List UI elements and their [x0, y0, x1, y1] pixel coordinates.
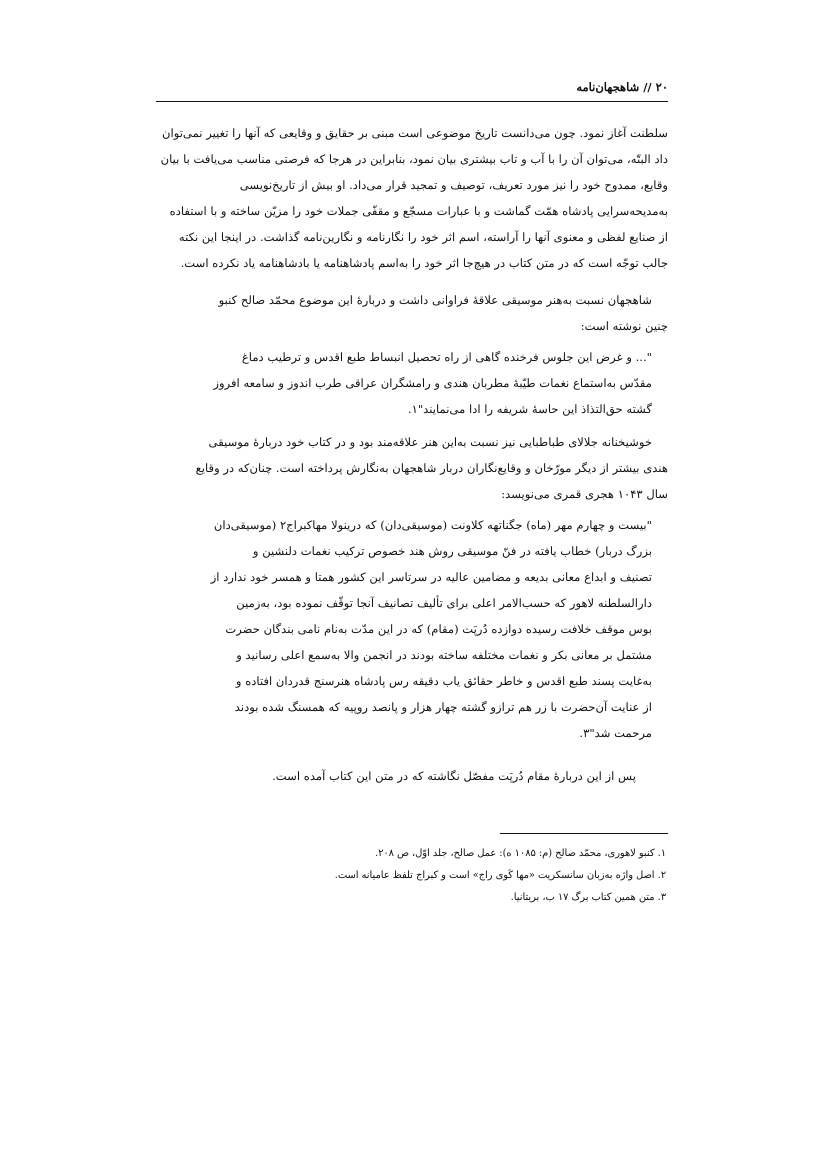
text-line: مرحمت شد"۳. — [579, 726, 652, 740]
paragraph-2 — [156, 287, 668, 339]
text-line: مقدّس به‌استماع نغمات طیّبهٔ مطربان هندی و رامشگران عراقی طرب اندوز و سامعه افروز — [213, 376, 652, 390]
text-line: بزرگ دربار) خطاب یافته در فنّ موسیقی روش هند خصوص ترکیب نغمات دلنشین و — [252, 544, 652, 558]
text-line: از صنایع لفظی و معنوی آنها را آراسته، اسم اثر خود را نگارنامه و نگارین‌نامه گذاشت. در اینجا این نکته — [178, 230, 668, 244]
text-line: سال ۱۰۴۳ هجری قمری می‌نویسد: — [501, 487, 668, 501]
text-line: جالب توجّه است که در متن کتاب در هیچ‌جا اثر خود را به‌اسم پادشاهنامه یا بادشاهنامه یاد نکرده است. — [180, 256, 668, 270]
text-line: شاهجهان نسبت به‌هنر موسیقی علاقهٔ فراوانی داشت و دربارهٔ این موضوع محمّد صالح کنبو — [218, 293, 652, 307]
paragraph-4 — [156, 763, 668, 789]
quotation-2 — [156, 512, 668, 746]
text-line: داد البتّه، می‌توان آن را با آب و تاب بیشتری بیان نمود، بنابراین در هرجا که فرصتی مناسب می‌یافت با بیان — [160, 152, 668, 166]
text-line: "بیست و چهارم مهر (ماه) جگناتهه کلاونت (موسیقی‌دان) که درینولا مهاکبراج۲ (موسیقی‌دان — [213, 518, 652, 532]
footnote-2: ۲. اصل واژه به‌زبان سانسکریت «مها کَوی راج» است و کبراج تلفظ عامیانه است. — [334, 870, 666, 881]
text-line: از عنایت آن‌حضرت با زر هم ترازو گشته چهار هزار و پانصد روپیه که همسنگ شده بودند — [234, 700, 652, 714]
text-line: گشته حق‌التذاذ این حاسهٔ شریفه را ادا می‌نمایند"۱. — [407, 402, 652, 416]
text-line: پس از این دربارهٔ مقام دُرپَت مفصّل نگاشته که در متن این کتاب آمده است. — [272, 769, 636, 783]
footnotes — [156, 843, 668, 909]
footnote-rule — [500, 833, 668, 834]
header-rule — [156, 101, 668, 102]
text-line: سلطنت آغاز نمود. چون می‌دانست تاریخ موضوعی است مبنی بر حقایق و وقایعی که آنها را تغییر نمی‌توان — [161, 126, 668, 140]
paragraph-1 — [156, 120, 668, 276]
quotation-1 — [156, 344, 668, 422]
running-title: ۲۰ // شاهجهان‌نامه — [576, 80, 668, 94]
text-line: تصنیف و ابداع معانی بدیعه و مضامین عالیه در سرتاسر این کشور همتا و همسر خود ندارد از — [210, 570, 652, 584]
paragraph-3 — [156, 429, 668, 507]
text-line: دارالسلطنه لاهور که حسب‌الامر اعلی برای تألیف تصانیف آنجا توقّف نموده بود، به‌زمین — [236, 596, 652, 610]
text-line: هندی بیشتر از دیگر مورّخان و وقایع‌نگاران دربار شاهجهان به‌نگارش پرداخته است. چنان‌که در وقایع — [195, 461, 668, 475]
footnote-3: ۳. متن همین کتاب برگ ۱۷ ب، بریتانیا. — [510, 892, 666, 903]
text-line: چنین نوشته است: — [580, 319, 668, 333]
text-line: به‌غایت پسند طبع اقدس و خاطر حقائق یاب دقیقه رس پادشاه هنرسنج قدردان افتاده و — [235, 674, 652, 688]
text-line: به‌مدیحه‌سرایی پادشاه همّت گماشت و با عبارات مسجّع و مقفّی جملات خود را مزیّن ساخته و با استفاده — [169, 204, 668, 218]
text-line: بوس موقف خلافت رسیده دوازده دُرپَت (مقام) که در این مدّت به‌نام نامی بندگان حضرت — [225, 622, 652, 636]
text-line: وقایع، ممدوح خود را نیز مورد تعریف، توصیف و تمجید قرار می‌داد. او بیش از تاریخ‌نویسی — [239, 178, 668, 192]
text-line: "... و غرض این جلوس فرخنده گاهی از راه تحصیل انبساط طبع اقدس و ترطیب دماغ — [241, 350, 652, 364]
text-line: مشتمل بر معانی بکر و نغمات مختلفه ساخته بودند در انجمن والا به‌سمع اعلی رسانید و — [236, 648, 652, 662]
footnote-1: ۱. کنبو لاهوری، محمّد صالح (م: ۱۰۸۵ ه): عمل صالح، جلد اوّل، ص ۲۰۸. — [374, 848, 666, 859]
text-line: خوشیخنانه جلالای طباطبایی نیز نسبت به‌این هنر علاقه‌مند بود و در کتاب خود دربارهٔ موسیقی — [208, 435, 652, 449]
